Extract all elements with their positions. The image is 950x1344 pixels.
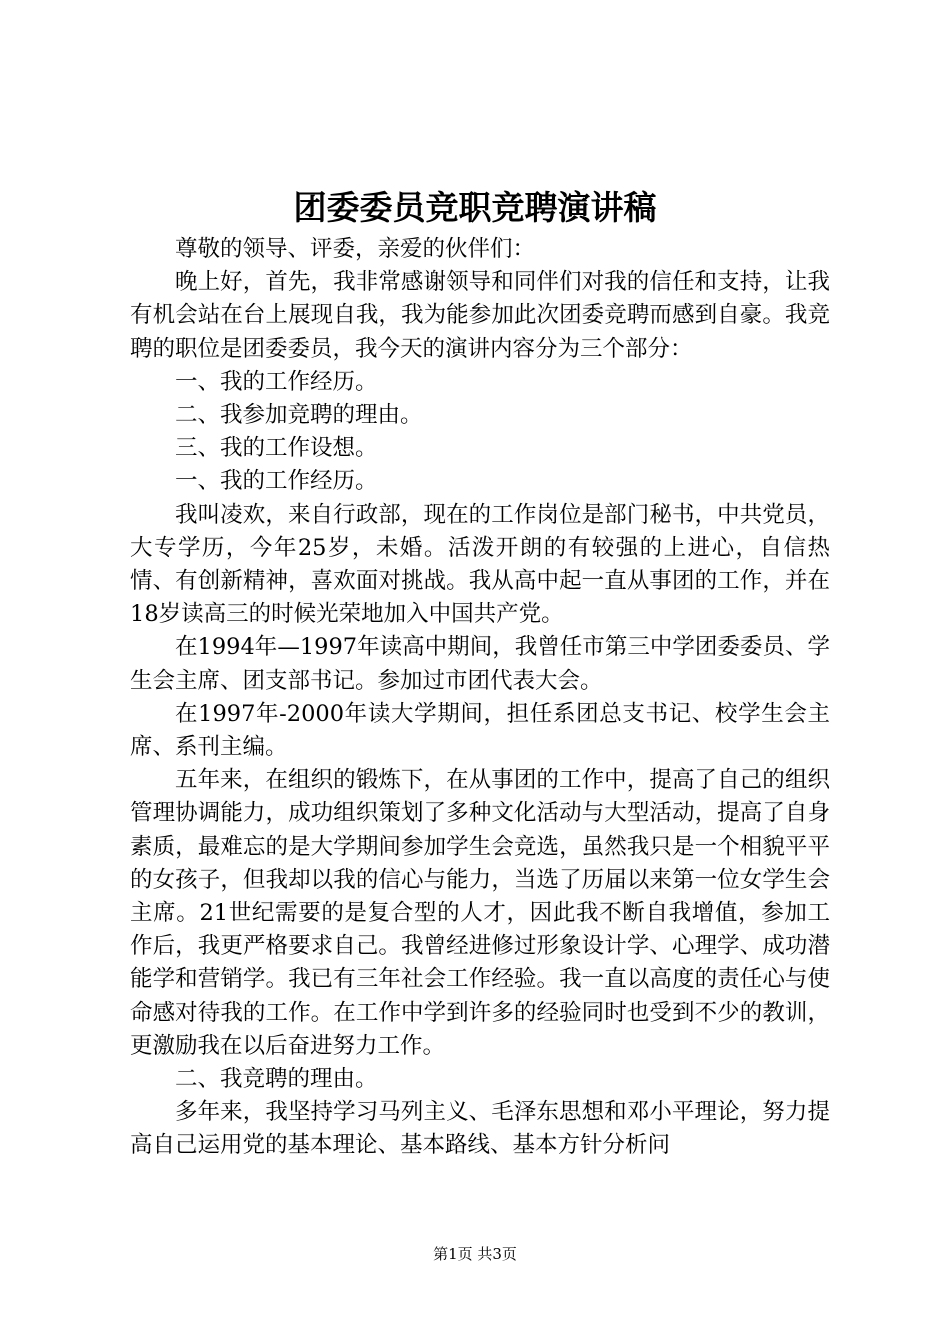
paragraph: 我叫凌欢，来自行政部，现在的工作岗位是部门秘书，中共党员，大专学历，今年25岁，未婚。活泼开朗的有较强的上进心，自信热情、有创新精神，喜欢面对挑战。我从高中起一直从事团的工作，并在18岁读高三的时候光荣地加入中国共产党。 <box>130 501 830 628</box>
outline-item: 三、我的工作设想。 <box>175 435 378 462</box>
paragraph: 多年来，我坚持学习马列主义、毛泽东思想和邓小平理论，努力提高自己运用党的基本理论、基本路线、基本方针分析问 <box>130 1099 830 1159</box>
page-footer <box>0 1243 950 1265</box>
paragraph: 在1997年-2000年读大学期间，担任系团总支书记、校学生会主席、系刊主编。 <box>130 700 830 761</box>
section-heading: 二、我竞聘的理由。 <box>175 1066 378 1093</box>
paragraph: 在1994年—1997年读高中期间，我曾任市第三中学团委委员、学生会主席、团支部书记。参加过市团代表大会。 <box>130 634 830 694</box>
salutation: 尊敬的领导、评委，亲爱的伙伴们： <box>175 236 536 262</box>
section-heading: 一、我的工作经历。 <box>175 468 378 495</box>
paragraph: 晚上好，首先，我非常感谢领导和同伴们对我的信任和支持，让我有机会站在台上展现自我，我为能参加此次团委竞聘而感到自豪。我竞聘的职位是团委委员，我今天的演讲内容分为三个部分： <box>130 269 830 362</box>
page-number: 第1页 共3页 <box>433 1245 517 1263</box>
outline-item: 二、我参加竞聘的理由。 <box>175 402 423 429</box>
outline-item: 一、我的工作经历。 <box>175 368 378 395</box>
paragraph: 五年来，在组织的锻炼下，在从事团的工作中，提高了自己的组织管理协调能力，成功组织策划了多种文化活动与大型活动，提高了自身素质，最难忘的是大学期间参加学生会竞选，虽然我只是一个相貌平平的女孩子，但我却以我的信心与能力，当选了历届以来第一位女学生会主席。21世纪需要的是复合型的人才，因此我不断自我增值，参加工作后，我更严格要求自己。我曾经进修过形象设计学、心理学、成功潜能学和营销学。我已有三年社会工作经验。我一直以高度的责任心与使命感对待我的工作。在工作中学到许多的经验同时也受到不少的教训，更激励我在以后奋进努力工作。 <box>130 767 830 1059</box>
document-title: 团委委员竞职竞聘演讲稿 <box>293 188 657 227</box>
document-body <box>130 233 830 1163</box>
